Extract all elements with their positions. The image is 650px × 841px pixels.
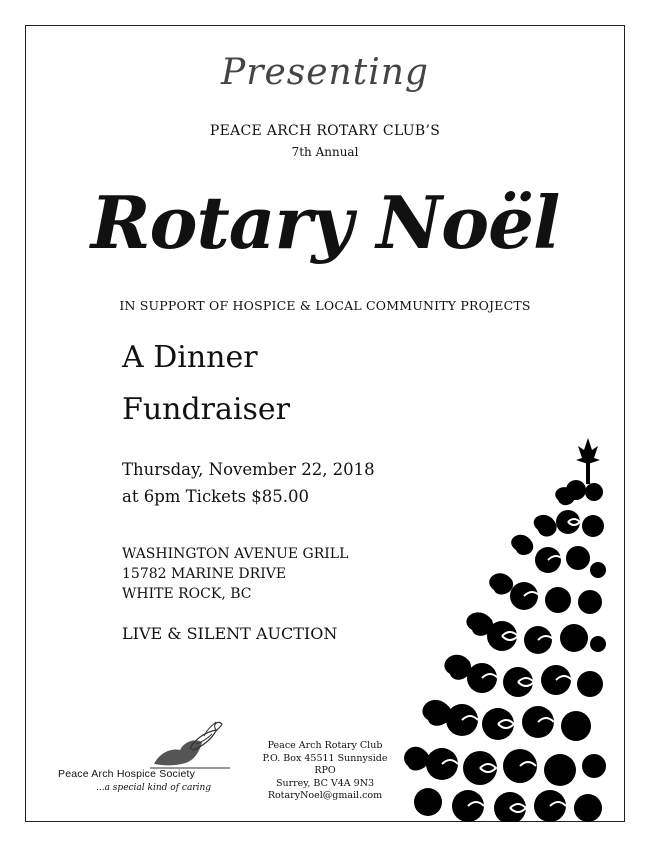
hospice-society-name: Peace Arch Hospice Society bbox=[58, 768, 196, 780]
event-time-tickets: at 6pm Tickets $85.00 bbox=[122, 487, 310, 506]
ornamental-christmas-tree-icon bbox=[398, 430, 606, 822]
contact-email: RotaryNoel@gmail.com bbox=[267, 790, 383, 801]
event-title: Rotary Noël bbox=[90, 180, 560, 265]
annual-label: 7th Annual bbox=[291, 145, 359, 159]
headline-line-2: Fundraiser bbox=[122, 392, 290, 427]
venue-street: 15782 MARINE DRIVE bbox=[122, 566, 287, 582]
contact-city: Surrey, BC V4A 9N3 bbox=[275, 777, 375, 789]
contact-block bbox=[255, 740, 395, 803]
headline-line-1: A Dinner bbox=[122, 340, 258, 375]
hospice-tagline: ...a special kind of caring bbox=[96, 783, 212, 793]
dove-hand-icon bbox=[150, 718, 230, 772]
venue-city: WHITE ROCK, BC bbox=[122, 586, 252, 602]
contact-name: Peace Arch Rotary Club bbox=[267, 740, 383, 751]
support-line: IN SUPPORT OF HOSPICE & LOCAL COMMUNITY PROJECTS bbox=[119, 298, 531, 313]
event-date: Thursday, November 22, 2018 bbox=[122, 460, 375, 479]
presenting-text: Presenting bbox=[221, 52, 429, 93]
venue-name: WASHINGTON AVENUE GRILL bbox=[122, 546, 349, 562]
contact-po-box: P.O. Box 45511 Sunnyside RPO bbox=[262, 752, 388, 776]
club-name: PEACE ARCH ROTARY CLUB’S bbox=[209, 123, 441, 139]
auction-label: LIVE & SILENT AUCTION bbox=[122, 624, 338, 643]
